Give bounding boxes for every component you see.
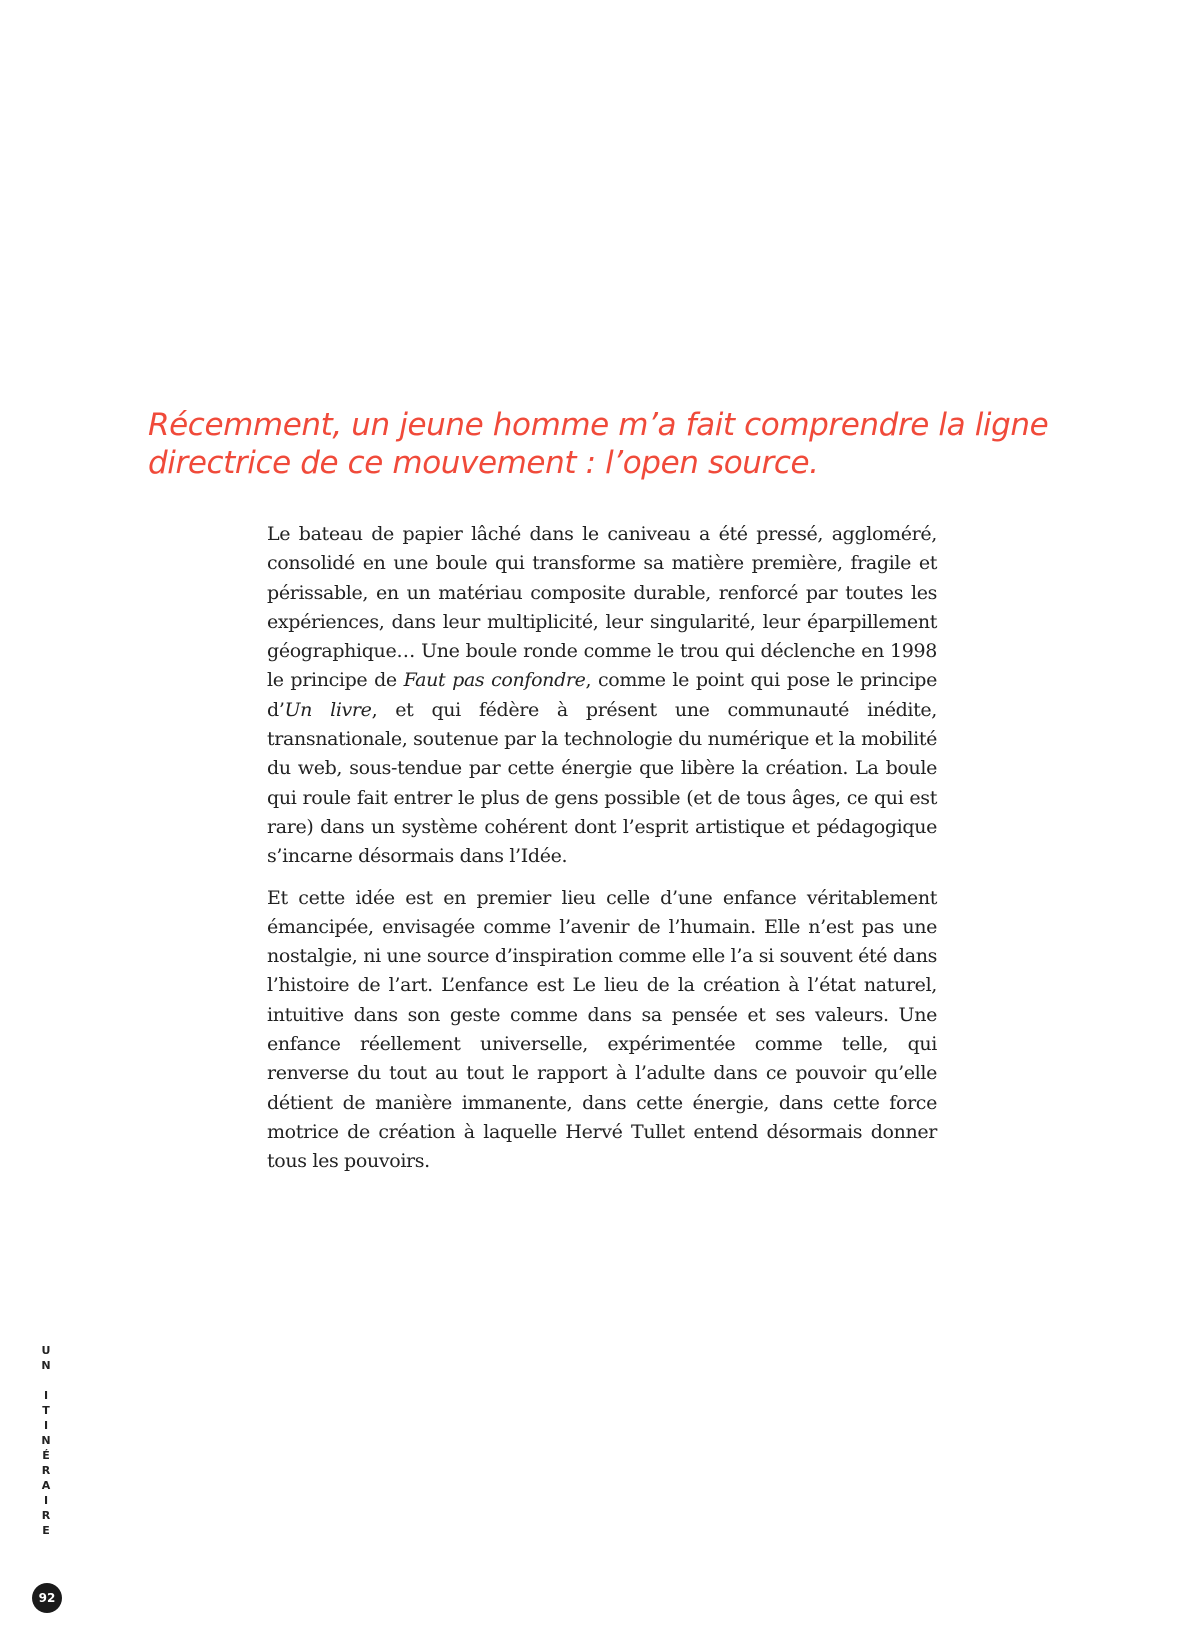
pull-quote-line-1: Récemment, un jeune homme m’a fait comprendre la ligne: [148, 407, 1049, 443]
book-title-faut-pas-confondre: Faut pas confondre: [403, 669, 586, 692]
paragraph-2: Et cette idée est en premier lieu celle d’une enfance véritablement émancipée, envisagée comme l’avenir de l’humain. Elle n’est pas une nostalgie, ni une source d’inspiration comme elle l’a si souvent été dans l’histoire de l’art. L’enfance est Le lieu de la création à l’état naturel, intuitive dans son geste comme dans sa pensée et ses valeurs. Une enfance réellement universelle, expérimentée comme telle, qui renverse du tout au tout le rapport à l’adulte dans ce pouvoir qu’elle détient de manière immanente, dans cette énergie, dans cette force motrice de création à laquelle Hervé Tullet entend désormais donner tous les pouvoirs.: [267, 886, 937, 1173]
section-title-letter: E: [42, 1524, 50, 1537]
pull-quote: [148, 406, 1078, 482]
paragraph-1-part-3: , et qui fédère à présent une communauté inédite, transnationale, soutenue par la technologie du numérique et la mobilité du web, sous-tendue par cette énergie que libère la création. La boule qui roule fait entrer le plus de gens possible (et de tous âges, ce qui est rare) dans un système cohérent dont l’esprit artistique et pédagogique s’incarne désormais dans l’Idée.: [267, 698, 937, 868]
section-title-letter: U: [41, 1344, 51, 1357]
page-number-badge: 92: [32, 1583, 62, 1613]
paragraph-1-part-2: , comme le point qui pose le principe d’: [267, 669, 938, 721]
section-title-gap: [36, 1373, 56, 1388]
book-title-un-livre: Un livre: [284, 698, 372, 721]
body-text: [267, 520, 937, 1189]
section-title-letter: R: [41, 1509, 51, 1522]
section-title-letter: T: [42, 1404, 50, 1417]
pull-quote-line-2: directrice de ce mouvement : l’open source.: [148, 445, 819, 481]
section-title-letter: R: [41, 1464, 51, 1477]
section-title-letter: É: [42, 1449, 50, 1462]
section-title-letter: N: [41, 1434, 51, 1447]
section-title-letter: I: [43, 1494, 49, 1507]
section-title-letter: I: [43, 1389, 49, 1402]
section-title-letter: A: [41, 1479, 51, 1492]
paragraph-1-part-1: Le bateau de papier lâché dans le caniveau a été pressé, aggloméré, consolidé en une boule qui transforme sa matière première, fragile et périssable, en un matériau composite durable, renforcé par toutes les expériences, dans leur multiplicité, leur singularité, leur éparpillement géographique… Une boule ronde comme le trou qui déclenche en 1998 le principe de: [267, 523, 937, 692]
section-title-letter: N: [41, 1359, 51, 1372]
paragraph-1: [267, 520, 937, 872]
section-title-letter: I: [43, 1419, 49, 1432]
vertical-section-title: [36, 1343, 56, 1538]
